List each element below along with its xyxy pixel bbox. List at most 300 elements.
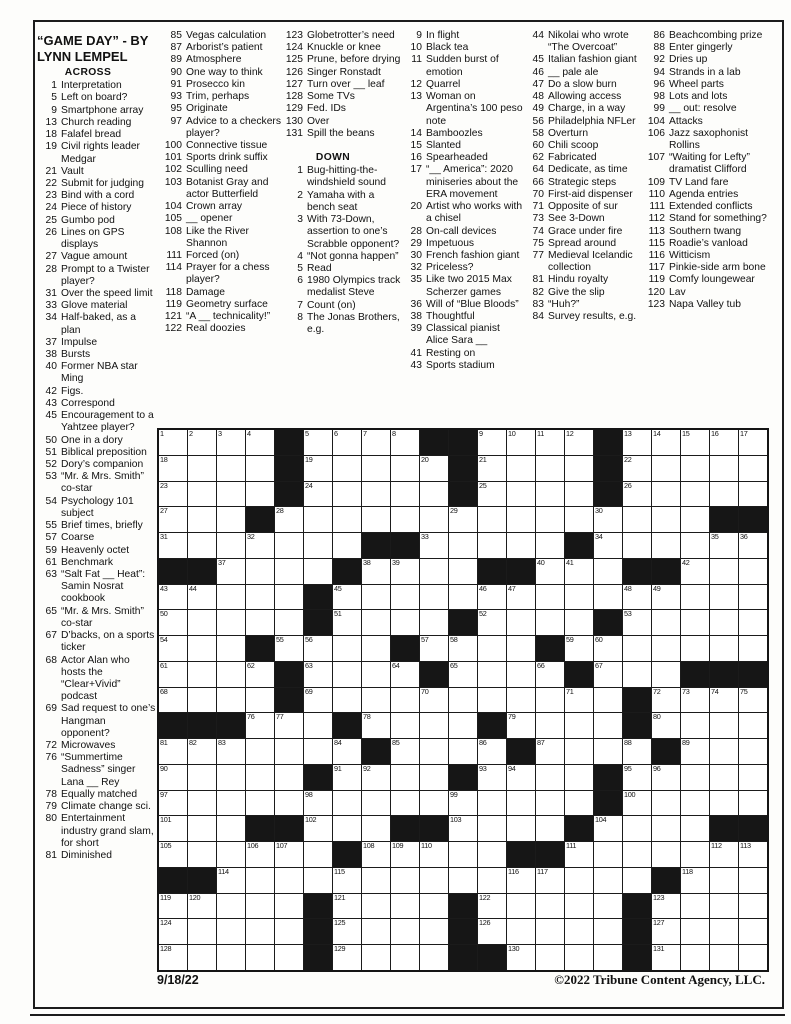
grid-cell[interactable] [159,585,187,610]
grid-cell[interactable] [449,842,477,867]
grid-cell[interactable] [507,430,535,455]
grid-cell[interactable] [565,713,593,738]
grid-cell[interactable] [391,482,419,507]
grid-cell[interactable] [739,739,767,764]
grid-cell[interactable] [333,585,361,610]
grid-cell[interactable] [594,688,622,713]
grid-cell[interactable] [275,894,303,919]
grid-cell[interactable] [507,765,535,790]
grid-cell[interactable] [420,713,448,738]
grid-cell[interactable] [565,636,593,661]
grid-cell[interactable] [333,791,361,816]
grid-cell[interactable] [362,919,390,944]
grid-cell[interactable] [304,688,332,713]
grid-cell[interactable] [739,713,767,738]
grid-cell[interactable] [275,610,303,635]
grid-cell[interactable] [304,482,332,507]
grid-cell[interactable] [652,482,680,507]
grid-cell[interactable] [536,791,564,816]
grid-cell[interactable] [159,456,187,481]
grid-cell[interactable] [188,688,216,713]
grid-cell[interactable] [623,533,651,558]
grid-cell[interactable] [217,765,245,790]
grid-cell[interactable] [536,945,564,970]
grid-cell[interactable] [391,662,419,687]
grid-cell[interactable] [536,894,564,919]
grid-cell[interactable] [565,765,593,790]
grid-cell[interactable] [362,868,390,893]
grid-cell[interactable] [333,610,361,635]
grid-cell[interactable] [391,868,419,893]
grid-cell[interactable] [478,688,506,713]
grid-cell[interactable] [391,610,419,635]
grid-cell[interactable] [188,765,216,790]
grid-cell[interactable] [420,585,448,610]
grid-cell[interactable] [304,842,332,867]
grid-cell[interactable] [739,688,767,713]
grid-cell[interactable] [188,919,216,944]
grid-cell[interactable] [652,894,680,919]
grid-cell[interactable] [710,610,738,635]
grid-cell[interactable] [217,610,245,635]
grid-cell[interactable] [275,713,303,738]
grid-cell[interactable] [507,482,535,507]
grid-cell[interactable] [739,791,767,816]
grid-cell[interactable] [478,816,506,841]
grid-cell[interactable] [362,585,390,610]
grid-cell[interactable] [652,610,680,635]
grid-cell[interactable] [275,739,303,764]
grid-cell[interactable] [391,919,419,944]
grid-cell[interactable] [594,636,622,661]
grid-cell[interactable] [333,739,361,764]
grid-cell[interactable] [681,430,709,455]
grid-cell[interactable] [478,662,506,687]
grid-cell[interactable] [507,456,535,481]
grid-cell[interactable] [739,610,767,635]
grid-cell[interactable] [681,945,709,970]
grid-cell[interactable] [391,507,419,532]
grid-cell[interactable] [565,585,593,610]
grid-cell[interactable] [159,533,187,558]
grid-cell[interactable] [739,636,767,661]
grid-cell[interactable] [333,533,361,558]
grid-cell[interactable] [391,945,419,970]
grid-cell[interactable] [246,842,274,867]
grid-cell[interactable] [507,791,535,816]
grid-cell[interactable] [420,636,448,661]
grid-cell[interactable] [739,919,767,944]
grid-cell[interactable] [565,688,593,713]
grid-cell[interactable] [710,430,738,455]
grid-cell[interactable] [507,636,535,661]
grid-cell[interactable] [594,585,622,610]
grid-cell[interactable] [449,559,477,584]
grid-cell[interactable] [188,816,216,841]
grid-cell[interactable] [681,765,709,790]
grid-cell[interactable] [188,456,216,481]
grid-cell[interactable] [623,585,651,610]
grid-cell[interactable] [362,559,390,584]
grid-cell[interactable] [449,713,477,738]
grid-cell[interactable] [681,559,709,584]
grid-cell[interactable] [565,482,593,507]
grid-cell[interactable] [594,713,622,738]
grid-cell[interactable] [536,765,564,790]
grid-cell[interactable] [391,430,419,455]
grid-cell[interactable] [391,765,419,790]
grid-cell[interactable] [333,456,361,481]
grid-cell[interactable] [188,739,216,764]
grid-cell[interactable] [362,688,390,713]
grid-cell[interactable] [217,533,245,558]
grid-cell[interactable] [478,868,506,893]
grid-cell[interactable] [420,791,448,816]
grid-cell[interactable] [681,919,709,944]
grid-cell[interactable] [159,894,187,919]
grid-cell[interactable] [681,816,709,841]
grid-cell[interactable] [565,945,593,970]
grid-cell[interactable] [159,842,187,867]
grid-cell[interactable] [681,482,709,507]
grid-cell[interactable] [507,610,535,635]
grid-cell[interactable] [275,868,303,893]
grid-cell[interactable] [362,482,390,507]
grid-cell[interactable] [304,430,332,455]
grid-cell[interactable] [681,791,709,816]
grid-cell[interactable] [681,868,709,893]
grid-cell[interactable] [594,559,622,584]
grid-cell[interactable] [420,868,448,893]
grid-cell[interactable] [362,894,390,919]
grid-cell[interactable] [217,430,245,455]
grid-cell[interactable] [739,430,767,455]
grid-cell[interactable] [478,482,506,507]
grid-cell[interactable] [333,894,361,919]
grid-cell[interactable] [246,430,274,455]
grid-cell[interactable] [507,945,535,970]
grid-cell[interactable] [362,610,390,635]
grid-cell[interactable] [594,919,622,944]
grid-cell[interactable] [304,636,332,661]
grid-cell[interactable] [449,688,477,713]
grid-cell[interactable] [275,507,303,532]
grid-cell[interactable] [333,507,361,532]
grid-cell[interactable] [420,559,448,584]
grid-cell[interactable] [652,533,680,558]
grid-cell[interactable] [333,662,361,687]
grid-cell[interactable] [188,507,216,532]
grid-cell[interactable] [420,482,448,507]
grid-cell[interactable] [536,610,564,635]
grid-cell[interactable] [681,842,709,867]
grid-cell[interactable] [739,894,767,919]
grid-cell[interactable] [710,636,738,661]
grid-cell[interactable] [217,688,245,713]
grid-cell[interactable] [536,739,564,764]
grid-cell[interactable] [623,842,651,867]
grid-cell[interactable] [275,919,303,944]
grid-cell[interactable] [188,662,216,687]
grid-cell[interactable] [507,919,535,944]
grid-cell[interactable] [623,868,651,893]
grid-cell[interactable] [188,842,216,867]
grid-cell[interactable] [304,456,332,481]
grid-cell[interactable] [478,636,506,661]
grid-cell[interactable] [478,585,506,610]
grid-cell[interactable] [246,559,274,584]
grid-cell[interactable] [710,894,738,919]
grid-cell[interactable] [333,919,361,944]
grid-cell[interactable] [681,585,709,610]
grid-cell[interactable] [449,868,477,893]
grid-cell[interactable] [536,662,564,687]
grid-cell[interactable] [159,636,187,661]
grid-cell[interactable] [710,688,738,713]
grid-cell[interactable] [565,868,593,893]
grid-cell[interactable] [159,791,187,816]
grid-cell[interactable] [681,610,709,635]
grid-cell[interactable] [304,868,332,893]
grid-cell[interactable] [478,791,506,816]
grid-cell[interactable] [188,610,216,635]
grid-cell[interactable] [159,688,187,713]
grid-cell[interactable] [391,688,419,713]
grid-cell[interactable] [681,739,709,764]
grid-cell[interactable] [275,765,303,790]
grid-cell[interactable] [188,945,216,970]
grid-cell[interactable] [710,791,738,816]
grid-cell[interactable] [275,533,303,558]
grid-cell[interactable] [623,816,651,841]
grid-cell[interactable] [333,945,361,970]
grid-cell[interactable] [710,482,738,507]
grid-cell[interactable] [188,533,216,558]
grid-cell[interactable] [217,739,245,764]
grid-cell[interactable] [652,430,680,455]
grid-cell[interactable] [246,662,274,687]
grid-cell[interactable] [739,585,767,610]
grid-cell[interactable] [652,945,680,970]
grid-cell[interactable] [478,894,506,919]
grid-cell[interactable] [681,636,709,661]
grid-cell[interactable] [420,765,448,790]
grid-cell[interactable] [681,894,709,919]
grid-cell[interactable] [652,636,680,661]
grid-cell[interactable] [652,585,680,610]
grid-cell[interactable] [449,816,477,841]
grid-cell[interactable] [594,507,622,532]
grid-cell[interactable] [362,430,390,455]
grid-cell[interactable] [594,662,622,687]
grid-cell[interactable] [739,945,767,970]
grid-cell[interactable] [652,713,680,738]
grid-cell[interactable] [536,816,564,841]
grid-cell[interactable] [478,739,506,764]
grid-cell[interactable] [420,842,448,867]
grid-cell[interactable] [710,713,738,738]
grid-cell[interactable] [362,713,390,738]
grid-cell[interactable] [449,791,477,816]
grid-cell[interactable] [507,688,535,713]
grid-cell[interactable] [565,791,593,816]
grid-cell[interactable] [478,765,506,790]
grid-cell[interactable] [246,610,274,635]
grid-cell[interactable] [623,662,651,687]
grid-cell[interactable] [565,430,593,455]
grid-cell[interactable] [507,816,535,841]
grid-cell[interactable] [652,662,680,687]
grid-cell[interactable] [623,636,651,661]
grid-cell[interactable] [623,482,651,507]
grid-cell[interactable] [391,713,419,738]
grid-cell[interactable] [594,894,622,919]
grid-cell[interactable] [449,533,477,558]
grid-cell[interactable] [159,482,187,507]
grid-cell[interactable] [391,894,419,919]
grid-cell[interactable] [217,894,245,919]
grid-cell[interactable] [536,507,564,532]
grid-cell[interactable] [420,456,448,481]
grid-cell[interactable] [362,816,390,841]
grid-cell[interactable] [217,945,245,970]
grid-cell[interactable] [333,816,361,841]
grid-cell[interactable] [159,507,187,532]
grid-cell[interactable] [420,533,448,558]
grid-cell[interactable] [681,688,709,713]
grid-cell[interactable] [246,739,274,764]
grid-cell[interactable] [420,610,448,635]
grid-cell[interactable] [420,688,448,713]
grid-cell[interactable] [362,456,390,481]
grid-cell[interactable] [652,688,680,713]
grid-cell[interactable] [304,739,332,764]
grid-cell[interactable] [652,765,680,790]
grid-cell[interactable] [478,430,506,455]
grid-cell[interactable] [333,688,361,713]
grid-cell[interactable] [739,456,767,481]
grid-cell[interactable] [420,945,448,970]
grid-cell[interactable] [536,533,564,558]
grid-cell[interactable] [217,662,245,687]
grid-cell[interactable] [652,919,680,944]
grid-cell[interactable] [507,662,535,687]
grid-cell[interactable] [217,585,245,610]
grid-cell[interactable] [594,868,622,893]
grid-cell[interactable] [449,739,477,764]
grid-cell[interactable] [188,585,216,610]
grid-cell[interactable] [362,945,390,970]
grid-cell[interactable] [710,456,738,481]
grid-cell[interactable] [362,507,390,532]
grid-cell[interactable] [536,868,564,893]
grid-cell[interactable] [710,919,738,944]
grid-cell[interactable] [304,559,332,584]
grid-cell[interactable] [565,739,593,764]
grid-cell[interactable] [681,507,709,532]
grid-cell[interactable] [217,507,245,532]
grid-cell[interactable] [333,430,361,455]
grid-cell[interactable] [536,688,564,713]
grid-cell[interactable] [188,430,216,455]
grid-cell[interactable] [420,894,448,919]
grid-cell[interactable] [333,482,361,507]
grid-cell[interactable] [507,894,535,919]
grid-cell[interactable] [507,868,535,893]
grid-cell[interactable] [652,507,680,532]
grid-cell[interactable] [478,533,506,558]
grid-cell[interactable] [188,791,216,816]
grid-cell[interactable] [246,868,274,893]
grid-cell[interactable] [623,739,651,764]
grid-cell[interactable] [565,894,593,919]
grid-cell[interactable] [159,919,187,944]
grid-cell[interactable] [536,713,564,738]
grid-cell[interactable] [304,816,332,841]
grid-cell[interactable] [246,456,274,481]
grid-cell[interactable] [623,456,651,481]
grid-cell[interactable] [710,559,738,584]
grid-cell[interactable] [246,688,274,713]
grid-cell[interactable] [304,713,332,738]
grid-cell[interactable] [478,919,506,944]
grid-cell[interactable] [623,610,651,635]
grid-cell[interactable] [739,765,767,790]
grid-cell[interactable] [507,713,535,738]
grid-cell[interactable] [565,559,593,584]
grid-cell[interactable] [652,816,680,841]
grid-cell[interactable] [536,585,564,610]
grid-cell[interactable] [565,507,593,532]
grid-cell[interactable] [246,482,274,507]
grid-cell[interactable] [739,559,767,584]
grid-cell[interactable] [391,585,419,610]
grid-cell[interactable] [478,610,506,635]
grid-cell[interactable] [159,430,187,455]
grid-cell[interactable] [159,816,187,841]
grid-cell[interactable] [623,507,651,532]
grid-cell[interactable] [536,456,564,481]
grid-cell[interactable] [391,559,419,584]
grid-cell[interactable] [217,636,245,661]
grid-cell[interactable] [159,610,187,635]
grid-cell[interactable] [478,507,506,532]
grid-cell[interactable] [159,945,187,970]
grid-cell[interactable] [391,456,419,481]
grid-cell[interactable] [739,842,767,867]
grid-cell[interactable] [710,868,738,893]
grid-cell[interactable] [710,842,738,867]
grid-cell[interactable] [188,894,216,919]
grid-cell[interactable] [710,765,738,790]
grid-cell[interactable] [217,456,245,481]
grid-cell[interactable] [449,662,477,687]
grid-cell[interactable] [536,430,564,455]
grid-cell[interactable] [391,842,419,867]
grid-cell[interactable] [159,765,187,790]
grid-cell[interactable] [739,533,767,558]
grid-cell[interactable] [681,713,709,738]
grid-cell[interactable] [449,636,477,661]
grid-cell[interactable] [594,842,622,867]
grid-cell[interactable] [362,636,390,661]
grid-cell[interactable] [246,791,274,816]
grid-cell[interactable] [275,791,303,816]
grid-cell[interactable] [594,945,622,970]
grid-cell[interactable] [536,482,564,507]
grid-cell[interactable] [333,636,361,661]
grid-cell[interactable] [275,945,303,970]
